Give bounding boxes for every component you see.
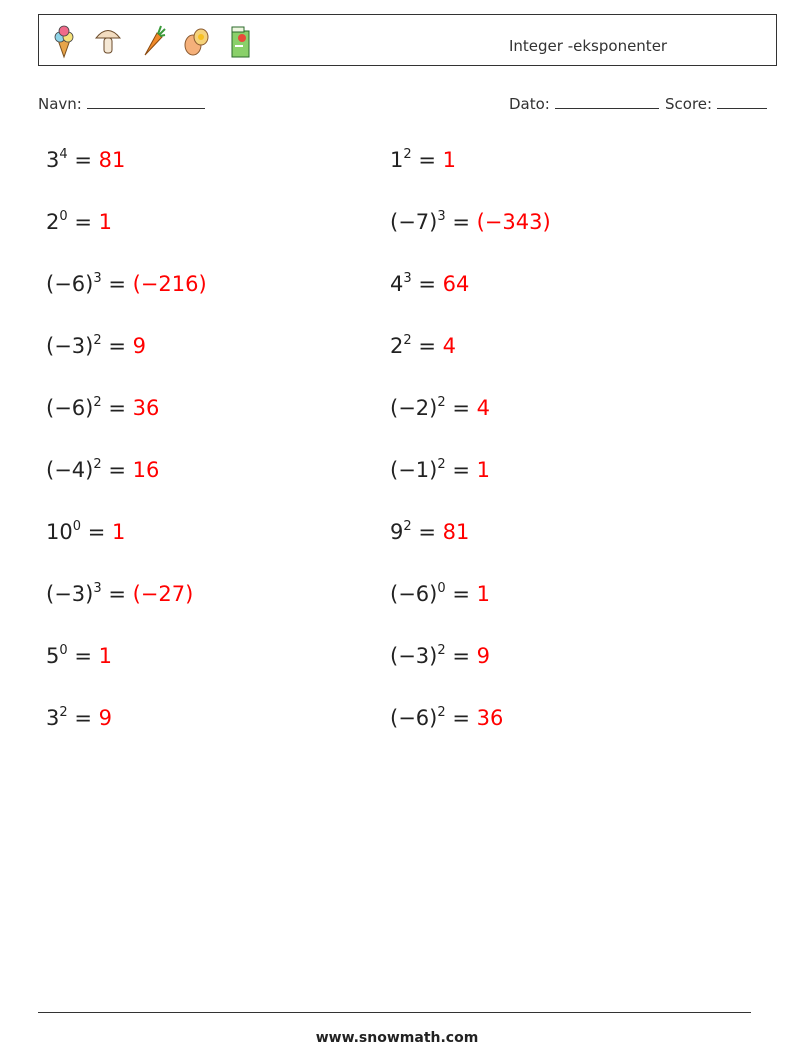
problem-9: $(-6)^2 = 36$ [46, 395, 160, 420]
name-field [38, 94, 205, 113]
ice-cream-icon [49, 23, 79, 59]
problem-17: $5^0 = 1$ [46, 643, 113, 668]
answer: 81 [442, 520, 470, 544]
date-label: Dato: [509, 95, 550, 113]
carrot-icon [137, 23, 167, 59]
answer: 4 [476, 396, 490, 420]
problem-18: $(-3)^2 = 9$ [390, 643, 490, 668]
name-label: Navn: [38, 95, 82, 113]
problem-2: $1^2 = 1$ [390, 147, 457, 172]
answer: 1 [442, 148, 457, 172]
mushroom-icon [93, 23, 123, 59]
worksheet-header [38, 14, 777, 66]
answer: 9 [98, 706, 113, 730]
answer: 4 [442, 334, 457, 358]
answer: 9 [476, 644, 490, 668]
problem-20: $(-6)^2 = 36$ [390, 705, 504, 730]
header-icons [49, 21, 255, 61]
answer: 1 [98, 644, 113, 668]
date-field [509, 94, 659, 113]
problem-12: $(-1)^2 = 1$ [390, 457, 490, 482]
problem-8: $2^2 = 4$ [390, 333, 457, 358]
answer: 36 [132, 396, 160, 420]
answer: 1 [476, 582, 490, 606]
name-blank[interactable] [87, 94, 205, 109]
problem-7: $(-3)^2 = 9$ [46, 333, 146, 358]
problem-4: $(-7)^3 = (-343)$ [390, 209, 551, 234]
problem-13: $10^0 = 1$ [46, 519, 126, 544]
footer-divider [38, 1012, 751, 1013]
answer: (−27) [132, 582, 194, 606]
answer: (−343) [476, 210, 551, 234]
footer-url[interactable]: www.snowmath.com [315, 1030, 479, 1046]
problem-14: $9^2 = 81$ [390, 519, 470, 544]
answer: 81 [98, 148, 126, 172]
problem-15: $(-3)^3 = (-27)$ [46, 581, 194, 606]
problem-19: $3^2 = 9$ [46, 705, 113, 730]
score-blank[interactable] [717, 94, 767, 109]
problem-11: $(-4)^2 = 16$ [46, 457, 160, 482]
problem-10: $(-2)^2 = 4$ [390, 395, 490, 420]
date-blank[interactable] [555, 94, 659, 109]
answer: 9 [132, 334, 146, 358]
score-label: Score: [665, 95, 713, 113]
eggs-icon [181, 23, 211, 59]
score-field [665, 94, 767, 113]
answer: 1 [112, 520, 126, 544]
answer: 16 [132, 458, 160, 482]
problem-5: $(-6)^3 = (-216)$ [46, 271, 207, 296]
problem-3: $2^0 = 1$ [46, 209, 113, 234]
problem-16: $(-6)^0 = 1$ [390, 581, 490, 606]
answer: 1 [98, 210, 113, 234]
answer: 64 [442, 272, 470, 296]
problem-1: $3^4 = 81$ [46, 147, 126, 172]
answer: 36 [476, 706, 504, 730]
problem-6: $4^3 = 64$ [390, 271, 470, 296]
answer: 1 [476, 458, 490, 482]
worksheet-title: Integer -eksponenter [509, 37, 668, 55]
juice-box-icon [225, 23, 255, 59]
answer: (−216) [132, 272, 207, 296]
